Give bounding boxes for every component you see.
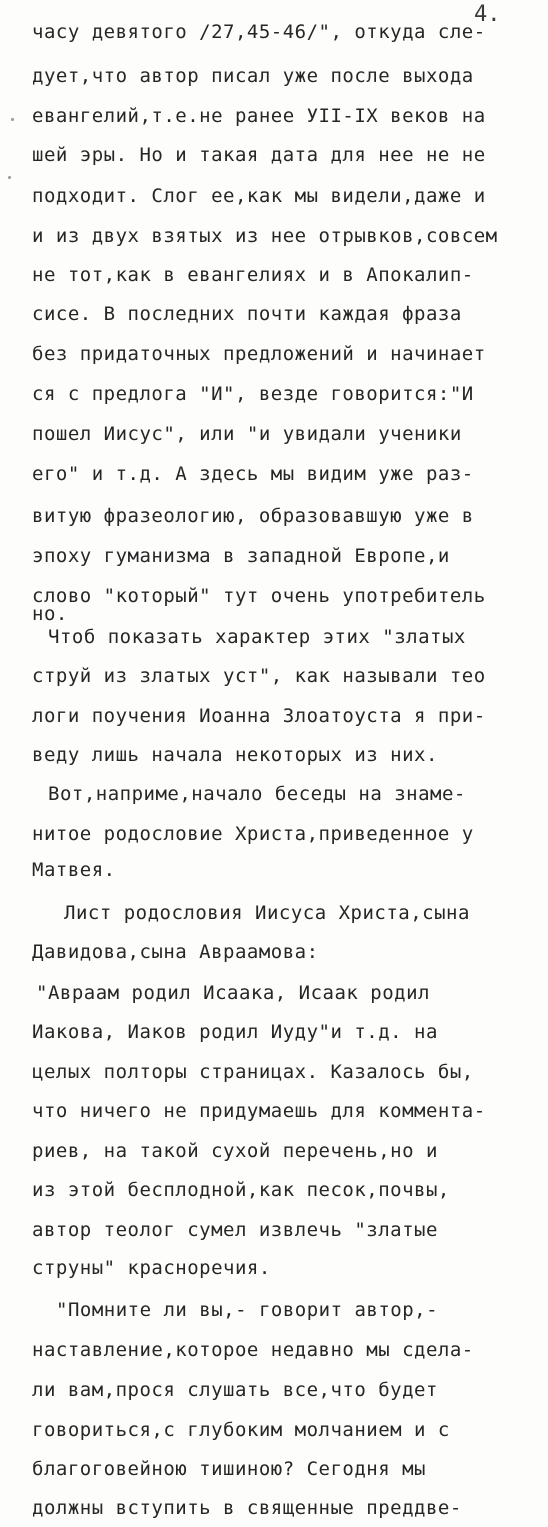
text-line: но.: [32, 603, 68, 625]
text-line: Вот,наприме,начало беседы на знаме-: [48, 783, 466, 805]
text-line: дует,что автор писал уже после выхода: [32, 65, 474, 87]
text-line: Чтоб показать характер этих "златых: [48, 626, 466, 648]
text-line: из этой бесплодной,как песок,почвы,: [32, 1179, 450, 1201]
text-line: "Помните ли вы,- говорит автор,-: [56, 1299, 439, 1321]
text-line: целых полторы страницах. Казалось бы,: [32, 1061, 474, 1083]
text-line: без придаточных предложений и начинает: [32, 343, 486, 365]
margin-dot: [11, 118, 14, 121]
text-line: автор теолог сумел извлечь "златые: [32, 1219, 438, 1241]
text-line: евангелий,т.е.не ранее УII-IX веков на: [32, 105, 486, 127]
text-line: его" и т.д. А здесь мы видим уже раз-: [32, 463, 474, 485]
text-line: что ничего не придумаешь для коммента-: [32, 1100, 486, 1122]
text-line: благоговейною тишиною? Сегодня мы: [32, 1458, 426, 1480]
text-line: струй из златых уст", как называли тео: [32, 665, 486, 687]
text-line: Давидова,сына Авраамова:: [32, 941, 319, 963]
text-line: часу девятого /27,45-46/", откуда сле-: [32, 21, 486, 43]
text-line: Лист родословия Иисуса Христа,сына: [64, 902, 470, 924]
text-line: не тот,как в евангелиях и в Апокалип-: [32, 264, 474, 286]
text-line: "Авраам родил Исаака, Исаак родил: [36, 982, 430, 1004]
text-line: риев, на такой сухой перечень,но и: [32, 1140, 438, 1162]
text-line: подходит. Слог ее,как мы видели,даже и: [32, 185, 486, 207]
text-line: ся с предлога "И", везде говорится:"И: [32, 383, 474, 405]
text-line: слово "который" тут очень употребитель: [32, 585, 486, 607]
text-line: сисе. В последних почти каждая фраза: [32, 303, 462, 325]
text-line: веду лишь начала некоторых из них.: [32, 744, 438, 766]
margin-dot: [8, 176, 11, 179]
text-line: струны" красноречия.: [32, 1257, 271, 1279]
text-line: наставление,которое недавно мы сдела-: [32, 1339, 474, 1361]
text-line: Матвея.: [32, 859, 116, 881]
text-line: логи поучения Иоанна Злоатоуста я при-: [32, 705, 486, 727]
text-line: эпоху гуманизма в западной Европе,и: [32, 545, 450, 567]
text-line: ли вам,прося слушать все,что будет: [32, 1379, 438, 1401]
page-number: 4.: [474, 2, 501, 27]
text-line: говориться,с глубоким молчанием и с: [32, 1419, 450, 1441]
text-line: Иакова, Иаков родил Иуду"и т.д. на: [32, 1021, 438, 1043]
text-line: шей эры. Но и такая дата для нее не не: [32, 144, 486, 166]
text-line: нитое родословие Христа,приведенное у: [32, 823, 474, 845]
text-line: пошел Иисус", или "и увидали ученики: [32, 423, 462, 445]
text-line: и из двух взятых из нее отрывков,совсем: [32, 225, 498, 247]
text-line: должны вступить в священные преддве-: [32, 1497, 462, 1519]
text-line: витую фразеологию, образовавшую уже в: [32, 505, 474, 527]
